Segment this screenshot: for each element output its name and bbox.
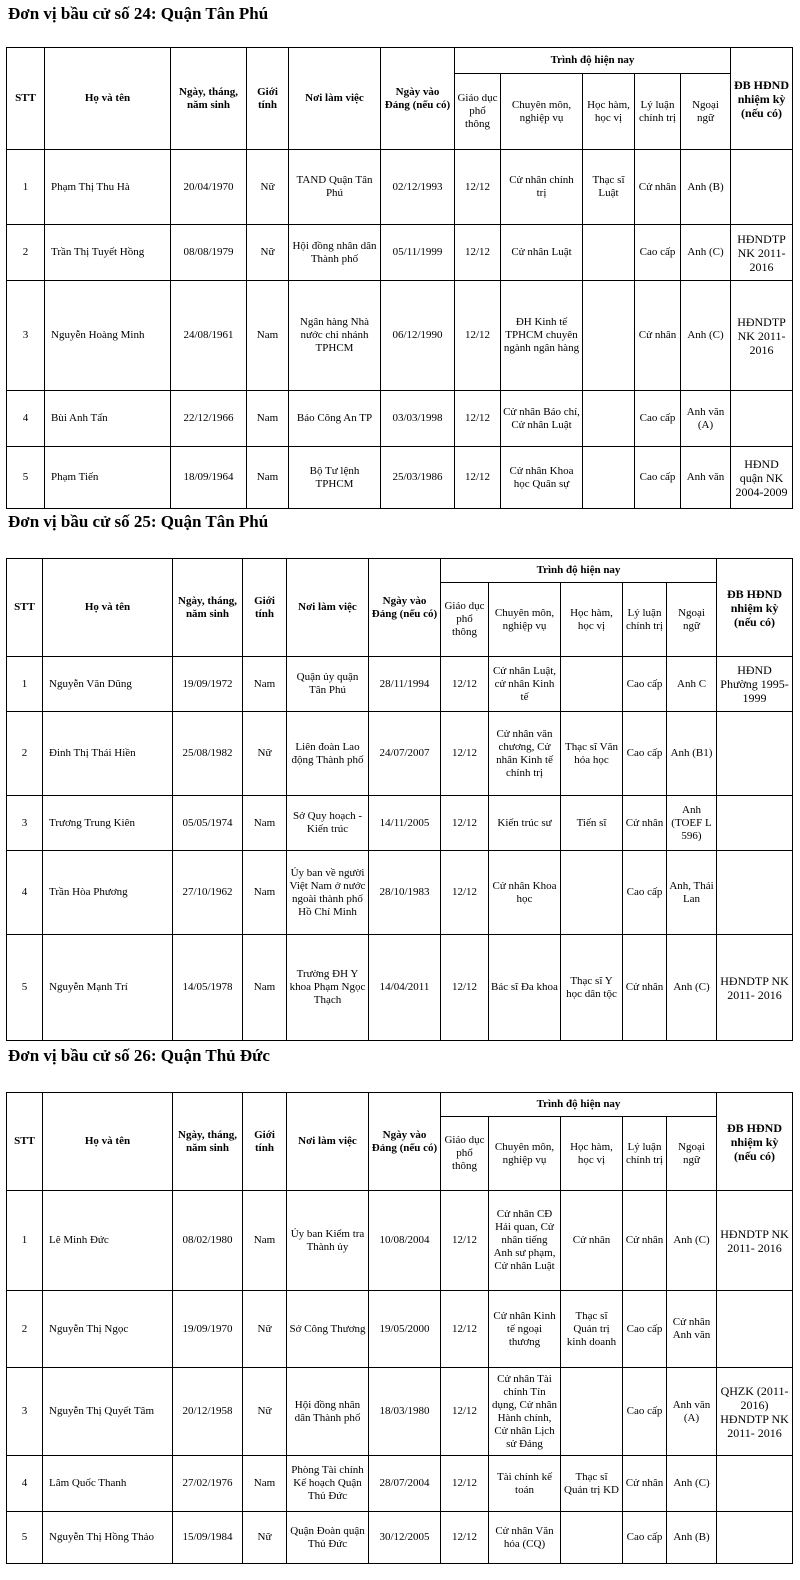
cell-gender: Nam: [247, 391, 289, 447]
header-political: Lý luận chính trị: [635, 74, 681, 150]
cell-political: Cao cấp: [623, 851, 667, 935]
table-row: [7, 150, 793, 225]
table-row: [7, 935, 793, 1041]
cell-general-edu: 12/12: [455, 281, 501, 391]
cell-party-date: 10/08/2004: [369, 1191, 441, 1291]
cell-political: Cử nhân: [635, 150, 681, 225]
cell-gender: Nam: [243, 1456, 287, 1512]
cell-delegate: HĐND quận NK 2004-2009: [731, 447, 793, 509]
cell-name: Nguyễn Mạnh Trí: [43, 935, 173, 1041]
cell-political: Cao cấp: [635, 391, 681, 447]
table-row: [7, 1291, 793, 1368]
table-row: [7, 1456, 793, 1512]
cell-political: Cao cấp: [635, 447, 681, 509]
cell-party-date: 28/10/1983: [369, 851, 441, 935]
cell-political: Cao cấp: [623, 1512, 667, 1564]
header-academic: Học hàm, học vị: [583, 74, 635, 150]
cell-specialty: Cử nhân Khoa học: [489, 851, 561, 935]
cell-political: Cao cấp: [623, 1291, 667, 1368]
cell-specialty: Cử nhân chính trị: [501, 150, 583, 225]
cell-specialty: Cử nhân Kinh tế ngoại thương: [489, 1291, 561, 1368]
cell-language: Anh (C): [681, 281, 731, 391]
cell-political: Cao cấp: [635, 225, 681, 281]
cell-general-edu: 12/12: [441, 657, 489, 712]
cell-name: Lâm Quốc Thanh: [43, 1456, 173, 1512]
cell-workplace: Liên đoàn Lao động Thành phố: [287, 712, 369, 796]
cell-party-date: 03/03/1998: [381, 391, 455, 447]
cell-political: Cử nhân: [635, 281, 681, 391]
cell-delegate: [731, 391, 793, 447]
cell-general-edu: 12/12: [441, 712, 489, 796]
cell-specialty: Cử nhân Khoa học Quân sự: [501, 447, 583, 509]
cell-stt: 2: [7, 1291, 43, 1368]
cell-gender: Nữ: [243, 1512, 287, 1564]
table-row: [7, 1512, 793, 1564]
cell-dob: 19/09/1970: [173, 1291, 243, 1368]
cell-delegate: [717, 1512, 793, 1564]
cell-political: Cử nhân: [623, 1191, 667, 1291]
cell-party-date: 14/04/2011: [369, 935, 441, 1041]
cell-academic: Tiến sĩ: [561, 796, 623, 851]
cell-stt: 1: [7, 657, 43, 712]
cell-academic: Thạc sĩ Văn hóa học: [561, 712, 623, 796]
cell-academic: Cử nhân: [561, 1191, 623, 1291]
header-specialty: Chuyên môn, nghiệp vụ: [489, 1117, 561, 1191]
cell-delegate: HĐND Phường 1995-1999: [717, 657, 793, 712]
cell-gender: Nam: [243, 1191, 287, 1291]
cell-workplace: Ủy ban Kiểm tra Thành ủy: [287, 1191, 369, 1291]
cell-name: Phạm Tiến: [45, 447, 171, 509]
cell-workplace: Hội đồng nhân dân Thành phố: [287, 1368, 369, 1456]
cell-academic: [583, 391, 635, 447]
cell-delegate: [717, 1291, 793, 1368]
header-dob: Ngày, tháng, năm sinh: [171, 48, 247, 150]
cell-name: Lê Minh Đức: [43, 1191, 173, 1291]
header-general-edu: Giáo dục phổ thông: [441, 1117, 489, 1191]
cell-workplace: Ủy ban về người Việt Nam ở nước ngoài thành phố Hồ Chí Minh: [287, 851, 369, 935]
cell-political: Cao cấp: [623, 712, 667, 796]
cell-specialty: Cử nhân văn chương, Cử nhân Kinh tế chính trị: [489, 712, 561, 796]
cell-specialty: Cử nhân CĐ Hải quan, Cử nhân tiếng Anh sư phạm, Cử nhân Luật: [489, 1191, 561, 1291]
cell-name: Nguyễn Văn Dũng: [43, 657, 173, 712]
cell-delegate: [717, 1456, 793, 1512]
cell-delegate: [717, 851, 793, 935]
cell-workplace: Quận ủy quận Tân Phú: [287, 657, 369, 712]
table-row: [7, 851, 793, 935]
cell-stt: 3: [7, 796, 43, 851]
cell-academic: [583, 281, 635, 391]
header-party-date: Ngày vào Đảng (nếu có): [369, 559, 441, 657]
cell-specialty: Kiến trúc sư: [489, 796, 561, 851]
cell-dob: 20/04/1970: [171, 150, 247, 225]
cell-general-edu: 12/12: [441, 935, 489, 1041]
header-gender: Giới tính: [243, 559, 287, 657]
cell-specialty: Cử nhân Báo chí, Cử nhân Luật: [501, 391, 583, 447]
header-workplace: Nơi làm việc: [289, 48, 381, 150]
cell-name: Bùi Anh Tấn: [45, 391, 171, 447]
cell-workplace: Sở Quy hoạch - Kiến trúc: [287, 796, 369, 851]
cell-dob: 18/09/1964: [171, 447, 247, 509]
cell-language: Anh C: [667, 657, 717, 712]
candidate-table: [6, 558, 793, 1041]
cell-stt: 5: [7, 447, 45, 509]
cell-gender: Nam: [243, 796, 287, 851]
header-name: Họ và tên: [43, 559, 173, 657]
header-name: Họ và tên: [43, 1093, 173, 1191]
table-row: [7, 281, 793, 391]
header-political: Lý luận chính trị: [623, 1117, 667, 1191]
header-gender: Giới tính: [247, 48, 289, 150]
cell-specialty: Tài chính kế toán: [489, 1456, 561, 1512]
cell-party-date: 02/12/1993: [381, 150, 455, 225]
cell-gender: Nam: [243, 935, 287, 1041]
header-delegate: ĐB HĐND nhiệm kỳ (nếu có): [717, 1093, 793, 1191]
table-row: [7, 225, 793, 281]
table-row: [7, 657, 793, 712]
cell-name: Nguyễn Hoàng Minh: [45, 281, 171, 391]
cell-delegate: HĐNDTP NK 2011- 2016: [731, 281, 793, 391]
cell-delegate: [731, 150, 793, 225]
header-delegate: ĐB HĐND nhiệm kỳ (nếu có): [717, 559, 793, 657]
cell-party-date: 28/07/2004: [369, 1456, 441, 1512]
cell-name: Nguyễn Thị Hồng Thảo: [43, 1512, 173, 1564]
cell-academic: [561, 851, 623, 935]
cell-specialty: Bác sĩ Đa khoa: [489, 935, 561, 1041]
cell-academic: Thạc sĩ Luật: [583, 150, 635, 225]
cell-political: Cử nhân: [623, 796, 667, 851]
cell-dob: 24/08/1961: [171, 281, 247, 391]
cell-stt: 3: [7, 281, 45, 391]
cell-general-edu: 12/12: [441, 1368, 489, 1456]
cell-workplace: TAND Quận Tân Phú: [289, 150, 381, 225]
cell-language: Anh (B): [681, 150, 731, 225]
cell-language: Anh, Thái Lan: [667, 851, 717, 935]
cell-language: Anh (B1): [667, 712, 717, 796]
header-education-group: Trình độ hiện nay: [441, 559, 717, 583]
header-workplace: Nơi làm việc: [287, 1093, 369, 1191]
cell-dob: 08/02/1980: [173, 1191, 243, 1291]
cell-academic: [561, 1368, 623, 1456]
cell-specialty: Cử nhân Luật, cử nhân Kinh tế: [489, 657, 561, 712]
header-dob: Ngày, tháng, năm sinh: [173, 1093, 243, 1191]
cell-stt: 2: [7, 225, 45, 281]
cell-political: Cử nhân: [623, 1456, 667, 1512]
header-language: Ngoại ngữ: [667, 1117, 717, 1191]
cell-dob: 25/08/1982: [173, 712, 243, 796]
cell-party-date: 18/03/1980: [369, 1368, 441, 1456]
cell-academic: Thạc sĩ Quản trị kinh doanh: [561, 1291, 623, 1368]
cell-political: Cao cấp: [623, 1368, 667, 1456]
cell-political: Cử nhân: [623, 935, 667, 1041]
cell-language: Anh (TOEF L 596): [667, 796, 717, 851]
cell-language: Anh (C): [667, 1456, 717, 1512]
cell-language: Anh (C): [681, 225, 731, 281]
header-education-group: Trình độ hiện nay: [441, 1093, 717, 1117]
cell-workplace: Ngân hàng Nhà nước chi nhánh TPHCM: [289, 281, 381, 391]
cell-party-date: 05/11/1999: [381, 225, 455, 281]
cell-academic: Thạc sĩ Quản trị KD: [561, 1456, 623, 1512]
header-general-edu: Giáo dục phổ thông: [441, 583, 489, 657]
cell-name: Trần Hòa Phương: [43, 851, 173, 935]
cell-gender: Nữ: [243, 1291, 287, 1368]
cell-workplace: Trường ĐH Y khoa Phạm Ngọc Thạch: [287, 935, 369, 1041]
cell-dob: 27/10/1962: [173, 851, 243, 935]
cell-academic: [561, 657, 623, 712]
header-academic: Học hàm, học vị: [561, 1117, 623, 1191]
candidate-table: [6, 47, 793, 509]
cell-language: Anh văn: [681, 447, 731, 509]
cell-language: Anh văn (A): [681, 391, 731, 447]
cell-language: Anh (B): [667, 1512, 717, 1564]
cell-general-edu: 12/12: [441, 1291, 489, 1368]
header-language: Ngoại ngữ: [681, 74, 731, 150]
cell-workplace: Bộ Tư lệnh TPHCM: [289, 447, 381, 509]
cell-general-edu: 12/12: [441, 1512, 489, 1564]
cell-delegate: [717, 712, 793, 796]
cell-gender: Nữ: [243, 712, 287, 796]
header-education-group: Trình độ hiện nay: [455, 48, 731, 74]
cell-dob: 27/02/1976: [173, 1456, 243, 1512]
cell-name: Nguyễn Thị Quyết Tâm: [43, 1368, 173, 1456]
table-row: [7, 391, 793, 447]
header-academic: Học hàm, học vị: [561, 583, 623, 657]
cell-general-edu: 12/12: [455, 447, 501, 509]
cell-specialty: Cử nhân Tài chính Tín dụng, Cử nhân Hành chính, Cử nhân Lịch sử Đảng: [489, 1368, 561, 1456]
cell-party-date: 30/12/2005: [369, 1512, 441, 1564]
cell-name: Trần Thị Tuyết Hồng: [45, 225, 171, 281]
header-specialty: Chuyên môn, nghiệp vụ: [489, 583, 561, 657]
header-stt: STT: [7, 559, 43, 657]
cell-delegate: HĐNDTP NK 2011- 2016: [717, 935, 793, 1041]
cell-academic: [561, 1512, 623, 1564]
cell-academic: Thạc sĩ Y học dân tộc: [561, 935, 623, 1041]
cell-dob: 14/05/1978: [173, 935, 243, 1041]
cell-workplace: Sở Công Thương: [287, 1291, 369, 1368]
cell-delegate: QHZK (2011- 2016) HĐNDTP NK 2011- 2016: [717, 1368, 793, 1456]
cell-dob: 05/05/1974: [173, 796, 243, 851]
cell-general-edu: 12/12: [441, 851, 489, 935]
header-gender: Giới tính: [243, 1093, 287, 1191]
cell-dob: 22/12/1966: [171, 391, 247, 447]
header-dob: Ngày, tháng, năm sinh: [173, 559, 243, 657]
cell-name: Trương Trung Kiên: [43, 796, 173, 851]
cell-gender: Nam: [247, 281, 289, 391]
cell-name: Đinh Thị Thái Hiền: [43, 712, 173, 796]
cell-stt: 4: [7, 851, 43, 935]
cell-workplace: Báo Công An TP: [289, 391, 381, 447]
cell-party-date: 28/11/1994: [369, 657, 441, 712]
cell-specialty: Cử nhân Luật: [501, 225, 583, 281]
cell-dob: 08/08/1979: [171, 225, 247, 281]
cell-name: Phạm Thị Thu Hà: [45, 150, 171, 225]
cell-delegate: HĐNDTP NK 2011- 2016: [717, 1191, 793, 1291]
cell-political: Cao cấp: [623, 657, 667, 712]
header-party-date: Ngày vào Đảng (nếu có): [369, 1093, 441, 1191]
cell-party-date: 24/07/2007: [369, 712, 441, 796]
cell-gender: Nữ: [247, 150, 289, 225]
cell-general-edu: 12/12: [441, 1456, 489, 1512]
table-row: [7, 1191, 793, 1291]
cell-dob: 15/09/1984: [173, 1512, 243, 1564]
cell-stt: 4: [7, 391, 45, 447]
header-language: Ngoại ngữ: [667, 583, 717, 657]
cell-workplace: Quận Đoàn quận Thủ Đức: [287, 1512, 369, 1564]
cell-party-date: 14/11/2005: [369, 796, 441, 851]
header-specialty: Chuyên môn, nghiệp vụ: [501, 74, 583, 150]
header-workplace: Nơi làm việc: [287, 559, 369, 657]
header-stt: STT: [7, 1093, 43, 1191]
cell-delegate: [717, 796, 793, 851]
cell-language: Cử nhân Anh văn: [667, 1291, 717, 1368]
cell-gender: Nữ: [247, 225, 289, 281]
cell-gender: Nam: [243, 657, 287, 712]
cell-language: Anh (C): [667, 1191, 717, 1291]
table-row: [7, 1368, 793, 1456]
section-title: Đơn vị bầu cử số 24: Quận Tân Phú: [8, 4, 269, 23]
table-row: [7, 712, 793, 796]
cell-workplace: Phòng Tài chính Kế hoạch Quận Thủ Đức: [287, 1456, 369, 1512]
cell-general-edu: 12/12: [455, 225, 501, 281]
cell-party-date: 19/05/2000: [369, 1291, 441, 1368]
cell-general-edu: 12/12: [455, 391, 501, 447]
cell-stt: 4: [7, 1456, 43, 1512]
cell-stt: 3: [7, 1368, 43, 1456]
cell-stt: 5: [7, 1512, 43, 1564]
header-name: Họ và tên: [45, 48, 171, 150]
cell-party-date: 25/03/1986: [381, 447, 455, 509]
cell-gender: Nam: [243, 851, 287, 935]
cell-name: Nguyễn Thị Ngọc: [43, 1291, 173, 1368]
cell-specialty: ĐH Kinh tế TPHCM chuyên ngành ngân hàng: [501, 281, 583, 391]
header-political: Lý luận chính trị: [623, 583, 667, 657]
cell-language: Anh văn (A): [667, 1368, 717, 1456]
cell-gender: Nữ: [243, 1368, 287, 1456]
header-general-edu: Giáo dục phổ thông: [455, 74, 501, 150]
cell-academic: [583, 225, 635, 281]
header-delegate: ĐB HĐND nhiệm kỳ (nếu có): [731, 48, 793, 150]
cell-general-edu: 12/12: [441, 1191, 489, 1291]
cell-stt: 1: [7, 1191, 43, 1291]
cell-stt: 1: [7, 150, 45, 225]
header-stt: STT: [7, 48, 45, 150]
cell-stt: 2: [7, 712, 43, 796]
cell-stt: 5: [7, 935, 43, 1041]
section-title: Đơn vị bầu cử số 26: Quận Thủ Đức: [8, 1046, 270, 1065]
cell-language: Anh (C): [667, 935, 717, 1041]
cell-party-date: 06/12/1990: [381, 281, 455, 391]
cell-gender: Nam: [247, 447, 289, 509]
cell-general-edu: 12/12: [455, 150, 501, 225]
cell-general-edu: 12/12: [441, 796, 489, 851]
cell-workplace: Hội đồng nhân dân Thành phố: [289, 225, 381, 281]
candidate-table: [6, 1092, 793, 1564]
cell-delegate: HĐNDTP NK 2011- 2016: [731, 225, 793, 281]
cell-dob: 20/12/1958: [173, 1368, 243, 1456]
cell-academic: [583, 447, 635, 509]
table-row: [7, 796, 793, 851]
header-party-date: Ngày vào Đảng (nếu có): [381, 48, 455, 150]
table-row: [7, 447, 793, 509]
section-title: Đơn vị bầu cử số 25: Quận Tân Phú: [8, 512, 269, 531]
cell-dob: 19/09/1972: [173, 657, 243, 712]
cell-specialty: Cử nhân Văn hóa (CQ): [489, 1512, 561, 1564]
